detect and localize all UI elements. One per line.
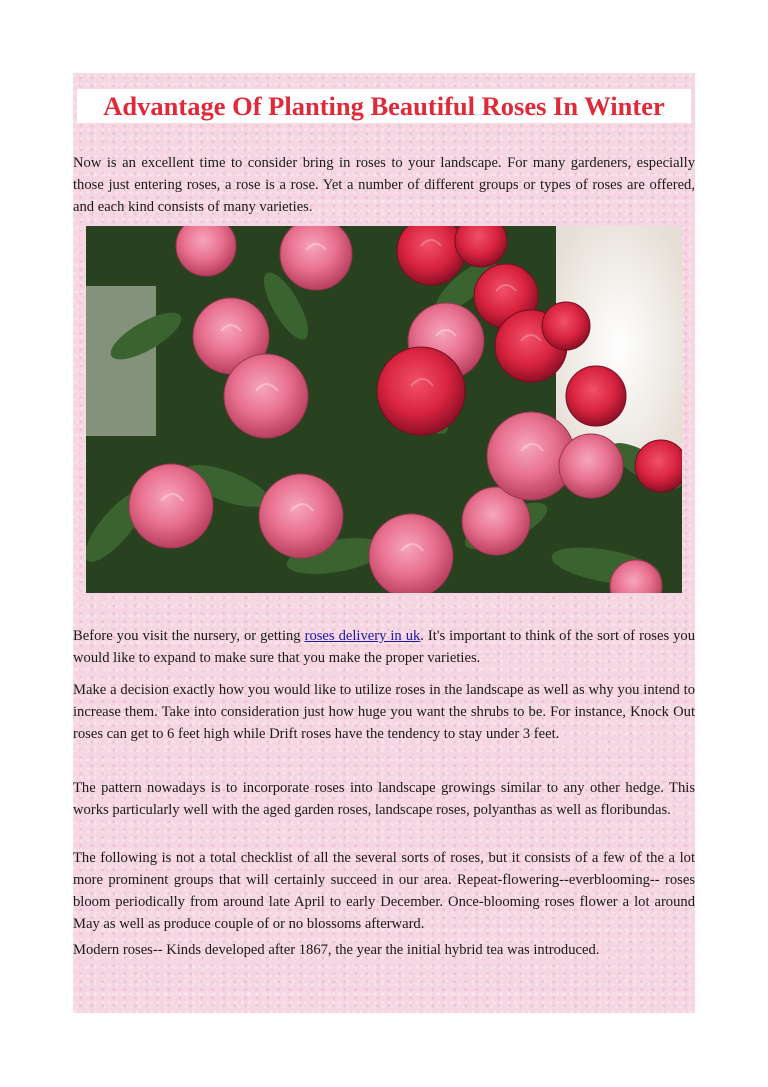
paragraph-nursery-before-link: Before you visit the nursery, or getting bbox=[73, 628, 305, 644]
paragraph-nursery bbox=[73, 625, 695, 669]
roses-photo bbox=[86, 226, 682, 593]
paragraph-intro: Now is an excellent time to consider bring in roses to your landscape. For many gardeners, especially those just entering roses, a rose is a rose. Yet a number of different groups or types of roses are offered, and each kind consists of many varieties. bbox=[73, 155, 695, 215]
roses-illustration bbox=[86, 226, 682, 593]
roses-delivery-link[interactable]: roses delivery in uk bbox=[304, 628, 421, 644]
page-title: Advantage Of Planting Beautiful Roses In Winter bbox=[77, 89, 691, 123]
paragraph-nursery-after-link: . It's important to think of the sort of roses you would like to expand to make sure that you make the proper varieties. bbox=[73, 628, 695, 666]
document-page bbox=[73, 73, 695, 1013]
paragraph-modern-roses: Modern roses-- Kinds developed after 1867, the year the initial hybrid tea was introduced. bbox=[73, 942, 600, 958]
paragraph-pattern: The pattern nowadays is to incorporate roses into landscape growings similar to any other hedge. This works particularly well with the aged garden roses, landscape roses, polyanthas as well as floribundas. bbox=[73, 780, 695, 818]
paragraph-checklist: The following is not a total checklist of all the several sorts of roses, but it consists of a few of the a lot more prominent groups that will certainly succeed in our area. Repeat-flowering--everblooming-- roses bloom periodically from around late April to early December. Once-blooming roses flower a lot around May as well as produce couple of or no blossoms afterward. bbox=[73, 850, 695, 932]
paragraph-decision: Make a decision exactly how you would like to utilize roses in the landscape as well as why you intend to increase them. Take into consideration just how huge you want the shrubs to be. For instance, Knock Out roses can get to 6 feet high while Drift roses have the tendency to stay under 3 feet. bbox=[73, 682, 695, 742]
